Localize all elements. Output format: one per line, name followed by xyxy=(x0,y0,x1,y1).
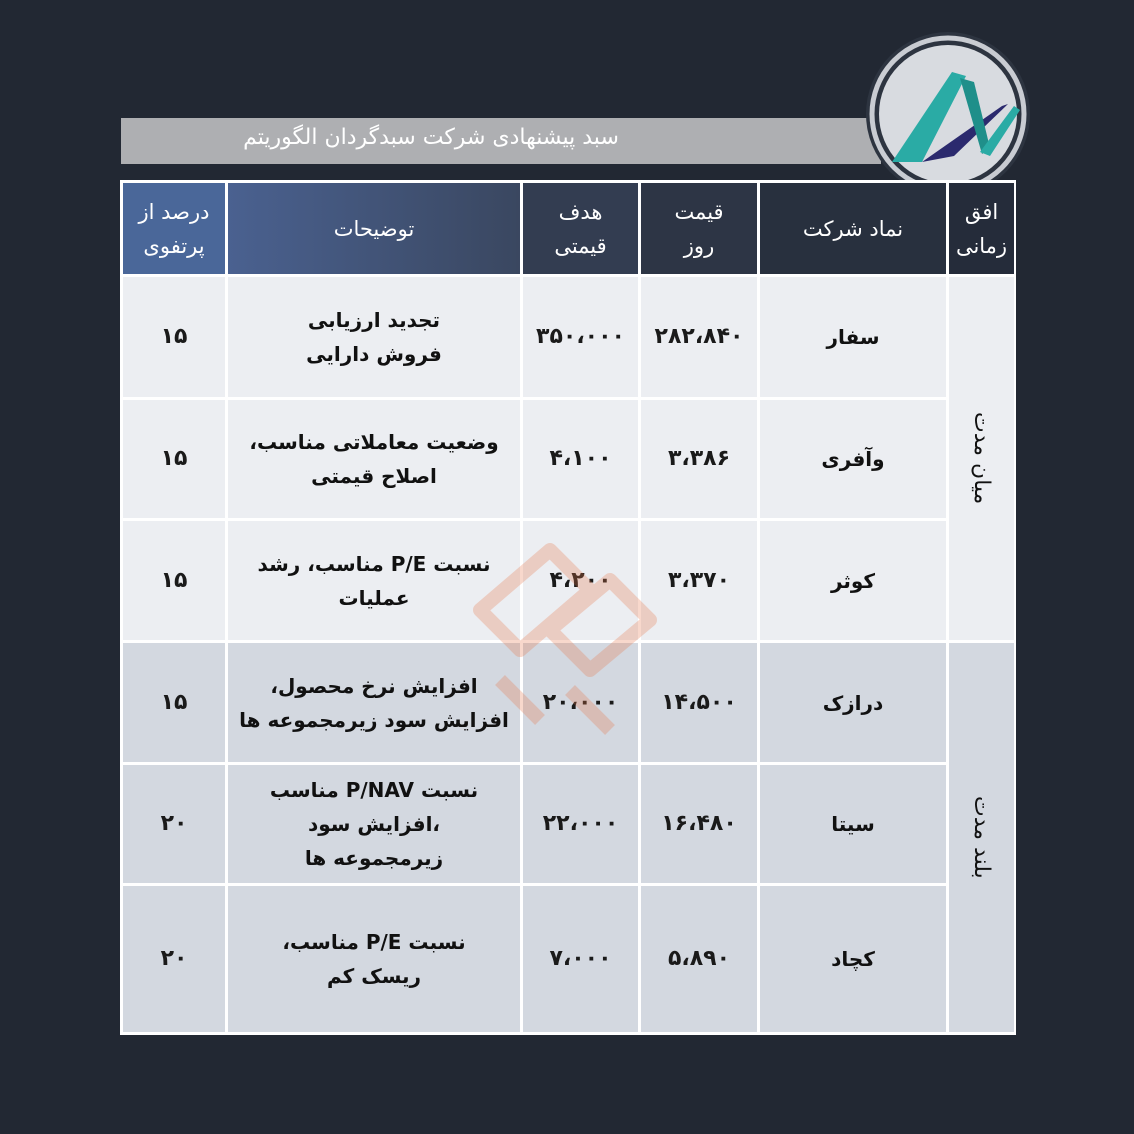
cell-symbol: کچاد xyxy=(760,886,946,1032)
cell-symbol: کوثر xyxy=(760,521,946,640)
cell-target: ۲۰،۰۰۰ xyxy=(523,643,638,762)
algorithm-logo-icon xyxy=(862,28,1034,200)
cell-target: ۴،۱۰۰ xyxy=(523,400,638,518)
cell-symbol: سیتا xyxy=(760,765,946,883)
cell-description: نسبت P/E مناسب، رشد عملیات xyxy=(228,521,520,640)
group-mid-term: میان مدت xyxy=(949,277,1014,640)
header-horizon: افق زمانی xyxy=(949,183,1014,274)
cell-symbol: سفار xyxy=(760,277,946,397)
cell-description: وضعیت معاملاتی مناسب، اصلاح قیمتی xyxy=(228,400,520,518)
cell-price: ۳،۳۷۰ xyxy=(641,521,757,640)
header-price: قیمت روز xyxy=(641,183,757,274)
header-symbol: نماد شرکت xyxy=(760,183,946,274)
title-bar xyxy=(121,118,881,164)
cell-description: نسبت P/NAV مناسب ،افزایش سود زیرمجموعه ها xyxy=(228,765,520,883)
group-long-term: بلند مدت xyxy=(949,643,1014,1032)
cell-target: ۳۵۰،۰۰۰ xyxy=(523,277,638,397)
cell-target: ۷،۰۰۰ xyxy=(523,886,638,1032)
cell-price: ۳،۳۸۶ xyxy=(641,400,757,518)
cell-price: ۲۸۲،۸۴۰ xyxy=(641,277,757,397)
cell-symbol: درازک xyxy=(760,643,946,762)
cell-percent: ۲۰ xyxy=(123,886,225,1032)
cell-percent: ۱۵ xyxy=(123,521,225,640)
cell-percent: ۱۵ xyxy=(123,400,225,518)
cell-description: تجدید ارزیابی فروش دارایی xyxy=(228,277,520,397)
cell-target: ۲۲،۰۰۰ xyxy=(523,765,638,883)
cell-target: ۴،۲۰۰ xyxy=(523,521,638,640)
header-percent: درصد از پرتفوی xyxy=(123,183,225,274)
cell-description: افزایش نرخ محصول، افزایش سود زیرمجموعه ها xyxy=(228,643,520,762)
cell-percent: ۱۵ xyxy=(123,643,225,762)
page-title: سبد پیشنهادی شرکت سبدگردان الگوریتم xyxy=(243,125,619,150)
portfolio-table xyxy=(120,180,1016,1035)
cell-price: ۱۶،۴۸۰ xyxy=(641,765,757,883)
cell-price: ۱۴،۵۰۰ xyxy=(641,643,757,762)
cell-symbol: وآفری xyxy=(760,400,946,518)
cell-percent: ۱۵ xyxy=(123,277,225,397)
cell-description: نسبت P/E مناسب، ریسک کم xyxy=(228,886,520,1032)
header-description: توضیحات xyxy=(228,183,520,274)
cell-percent: ۲۰ xyxy=(123,765,225,883)
cell-price: ۵،۸۹۰ xyxy=(641,886,757,1032)
header-target: هدف قیمتی xyxy=(523,183,638,274)
